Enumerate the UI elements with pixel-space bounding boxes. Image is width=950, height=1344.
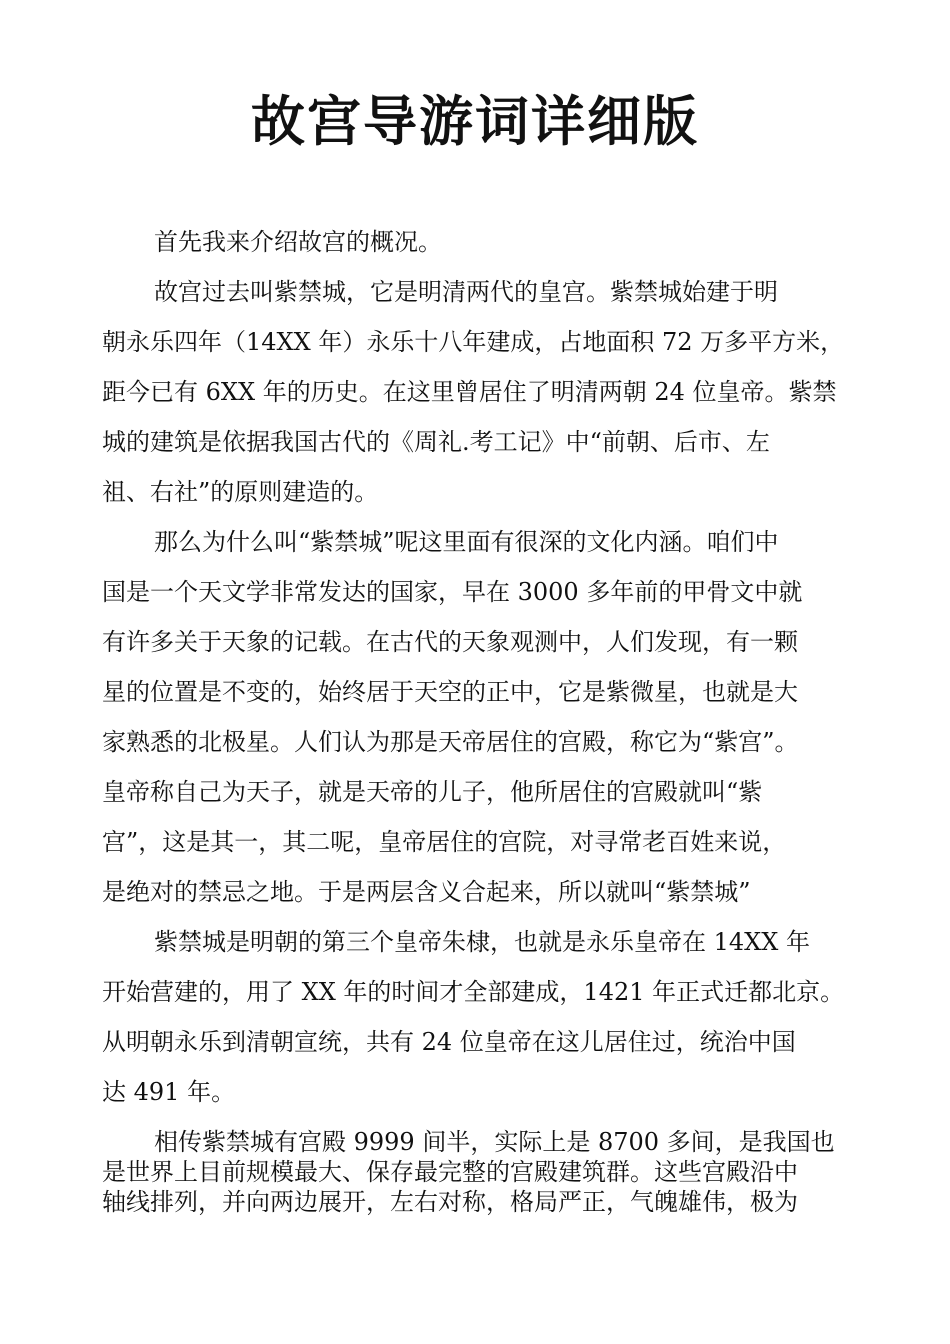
text-line: 星的位置是不变的，始终居于天空的正中，它是紫微星，也就是大: [102, 678, 798, 706]
text-line: 从明朝永乐到清朝宣统，共有 24 位皇帝在这儿居住过，统治中国: [102, 1028, 796, 1056]
text-line: 紫禁城是明朝的第三个皇帝朱棣，也就是永乐皇帝在 14XX 年: [154, 928, 810, 956]
text-line: 轴线排列，并向两边展开，左右对称，格局严正，气魄雄伟，极为: [102, 1188, 798, 1216]
text-line: 那么为什么叫“紫禁城”呢这里面有很深的文化内涵。咱们中: [154, 528, 779, 556]
text-line: 达 491 年。: [102, 1078, 236, 1106]
text-line: 是绝对的禁忌之地。于是两层含义合起来，所以就叫“紫禁城”: [102, 878, 751, 906]
text-line: 国是一个天文学非常发达的国家，早在 3000 多年前的甲骨文中就: [102, 578, 803, 606]
text-line: 有许多关于天象的记载。在古代的天象观测中，人们发现，有一颗: [102, 628, 798, 656]
text-line: 朝永乐四年（14XX 年）永乐十八年建成，占地面积 72 万多平方米，: [102, 328, 845, 356]
text-line: 家熟悉的北极星。人们认为那是天帝居住的宫殿，称它为“紫宫”。: [102, 728, 799, 756]
text-line: 皇帝称自己为天子，就是天帝的儿子，他所居住的宫殿就叫“紫: [102, 778, 763, 806]
text-line: 开始营建的，用了 XX 年的时间才全部建成，1421 年正式迁都北京。: [102, 978, 845, 1006]
text-line: 祖、右社”的原则建造的。: [102, 478, 379, 506]
document-title: 故宫导游词详细版: [251, 90, 699, 153]
text-line: 城的建筑是依据我国古代的《周礼.考工记》中“前朝、后市、左: [102, 428, 770, 456]
text-line: 首先我来介绍故宫的概况。: [154, 228, 442, 256]
text-line: 相传紫禁城有宫殿 9999 间半，实际上是 8700 多间，是我国也: [154, 1128, 835, 1156]
text-line: 故宫过去叫紫禁城，它是明清两代的皇宫。紫禁城始建于明: [154, 278, 778, 306]
text-line: 是世界上目前规模最大、保存最完整的宫殿建筑群。这些宫殿沿中: [102, 1158, 798, 1186]
text-line: 距今已有 6XX 年的历史。在这里曾居住了明清两朝 24 位皇帝。紫禁: [102, 378, 837, 406]
text-line: 宫”，这是其一，其二呢，皇帝居住的宫院，对寻常老百姓来说，: [102, 828, 787, 856]
